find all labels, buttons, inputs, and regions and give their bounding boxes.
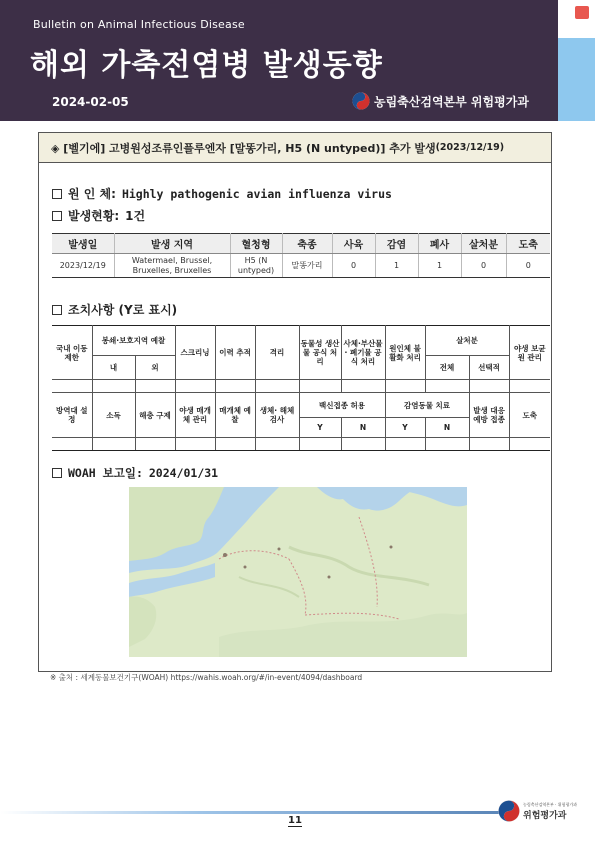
status-line (52, 207, 145, 224)
page-number: 11 (288, 815, 302, 826)
page-title: 해외 가축전염병 발생동향 (30, 48, 383, 83)
hdr-prevention: 발생 대응 예방 접종 (469, 393, 509, 438)
hdr-treat-no: N (425, 418, 469, 438)
hdr-zone: 봉쇄·보호지역 예찰 (92, 326, 175, 356)
value-cell (469, 380, 509, 393)
footer-org-badge (498, 800, 577, 822)
hdr-zone-out: 외 (135, 356, 175, 380)
hdr-stamping-out: 살처분 (425, 326, 509, 356)
hdr-wild-vector: 야생 매개체 관리 (175, 393, 215, 438)
status-label: 발생현황: (68, 209, 120, 223)
status-value: 1건 (125, 209, 146, 223)
value-cell (92, 438, 135, 451)
hdr-wildlife: 야생 보균원 관리 (509, 326, 550, 380)
value-cell (52, 380, 92, 393)
footer-org-text (523, 802, 577, 821)
cell-species: 말똥가리 (282, 254, 332, 278)
measures-line (52, 301, 177, 318)
hdr-vacc-no: N (341, 418, 385, 438)
hdr-treatment: 감염동물 치료 (385, 393, 469, 418)
org-name: 농림축산검역본부 위험평가과 (374, 94, 529, 109)
measures-title: 조치사항 (Y로 표시) (68, 303, 178, 317)
hdr-quarantine: 격리 (255, 326, 299, 380)
col-header: 발생 지역 (114, 234, 230, 254)
col-header: 폐사 (418, 234, 461, 254)
value-cell (52, 438, 92, 451)
cell-infected: 1 (375, 254, 418, 278)
col-header: 감염 (375, 234, 418, 254)
value-cell (341, 438, 385, 451)
woah-line (52, 465, 218, 481)
hdr-domestic-movement: 국내 이동 제한 (52, 326, 92, 380)
checkbox-icon (52, 305, 62, 315)
cell-slaughtered: 0 (506, 254, 550, 278)
hdr-traceability: 이력 추적 (215, 326, 255, 380)
measures-row-2a (52, 393, 550, 418)
measures-values-1 (52, 380, 550, 393)
woah-date: 2024/01/31 (148, 466, 219, 480)
footer-divider (0, 811, 500, 814)
value-cell (135, 380, 175, 393)
cell-serotype: H5 (N untyped) (230, 254, 282, 278)
value-cell (215, 380, 255, 393)
table-row (52, 254, 550, 278)
value-cell (175, 438, 215, 451)
col-header: 도축 (506, 234, 550, 254)
table-header-row (52, 234, 550, 254)
col-header: 사육 (332, 234, 375, 254)
hdr-disinfection: 소독 (92, 393, 135, 438)
europe-map-image (129, 487, 467, 657)
hdr-vaccination: 백신접종 허용 (299, 393, 385, 418)
checkbox-icon (52, 189, 62, 199)
value-cell (385, 438, 425, 451)
value-cell (299, 380, 341, 393)
measures-values-2 (52, 438, 550, 451)
publish-date: 2024-02-05 (52, 95, 129, 109)
hdr-slaughter: 도축 (509, 393, 550, 438)
cell-reared: 0 (332, 254, 375, 278)
measures-row-1a (52, 326, 550, 356)
value-cell (135, 438, 175, 451)
value-cell (341, 380, 385, 393)
hdr-vacc-yes: Y (299, 418, 341, 438)
value-cell (175, 380, 215, 393)
org-badge (352, 92, 529, 110)
hdr-inactivation: 원인체 불활화 처리 (385, 326, 425, 380)
hdr-carcass: 사체·부산물· 폐기물 공식 처리 (341, 326, 385, 380)
value-cell (469, 438, 509, 451)
footer-org-small: 농림축산검역본부 · 위험평가과 (523, 801, 578, 807)
value-cell (509, 438, 550, 451)
agency-logo-icon (498, 800, 520, 822)
outbreak-map (129, 487, 467, 657)
value-cell (215, 438, 255, 451)
col-header: 축종 (282, 234, 332, 254)
hdr-stamp-all: 전체 (425, 356, 469, 380)
pathogen-line (52, 185, 392, 202)
cell-date: 2023/12/19 (52, 254, 114, 278)
checkbox-icon (52, 211, 62, 221)
woah-label: WOAH 보고일: (68, 466, 143, 480)
outbreak-table (52, 233, 550, 278)
header-accent-red (575, 6, 589, 19)
hdr-epi-zone: 방역대 설정 (52, 393, 92, 438)
value-cell (425, 438, 469, 451)
hdr-treat-yes: Y (385, 418, 425, 438)
hdr-screening: 스크리닝 (175, 326, 215, 380)
source-note: ※ 출처 : 세계동물보건기구(WOAH) https://wahis.woah.org/#/in-event/4094/dashboard (50, 673, 363, 682)
checkbox-icon (52, 468, 62, 478)
value-cell (92, 380, 135, 393)
agency-logo-icon (352, 92, 370, 110)
hdr-pest-control: 해충 구제 (135, 393, 175, 438)
value-cell (299, 438, 341, 451)
hdr-bio-test: 생체· 해체 검사 (255, 393, 299, 438)
col-header: 살처분 (461, 234, 506, 254)
measures-table (52, 325, 550, 451)
hdr-vector-survey: 매개체 예찰 (215, 393, 255, 438)
value-cell (255, 380, 299, 393)
value-cell (385, 380, 425, 393)
value-cell (425, 380, 469, 393)
headline-date: (2023/12/19) (435, 142, 505, 153)
pathogen-label: 원 인 체: (68, 187, 116, 201)
cell-deaths: 1 (418, 254, 461, 278)
pathogen-value: Highly pathogenic avian influenza virus (121, 186, 392, 201)
cell-location: Watermael, Brussel, Bruxelles, Bruxelles (114, 254, 230, 278)
footer-org-name: 위험평가과 (523, 810, 567, 821)
report-header (0, 0, 558, 121)
value-cell (509, 380, 550, 393)
col-header: 혈청형 (230, 234, 282, 254)
report-headline (39, 133, 551, 163)
headline-text: ◈ [벨기에] 고병원성조류인플루엔자 [말똥가리, H5 (N untyped)] 추가 발생 (51, 141, 436, 155)
hdr-stamp-selective: 선택적 (469, 356, 509, 380)
hdr-animal-products: 동물성 생산물 공식 처리 (299, 326, 341, 380)
col-header: 발생일 (52, 234, 114, 254)
cell-culled: 0 (461, 254, 506, 278)
value-cell (255, 438, 299, 451)
bulletin-subtitle: Bulletin on Animal Infectious Disease (33, 18, 245, 31)
hdr-zone-in: 내 (92, 356, 135, 380)
